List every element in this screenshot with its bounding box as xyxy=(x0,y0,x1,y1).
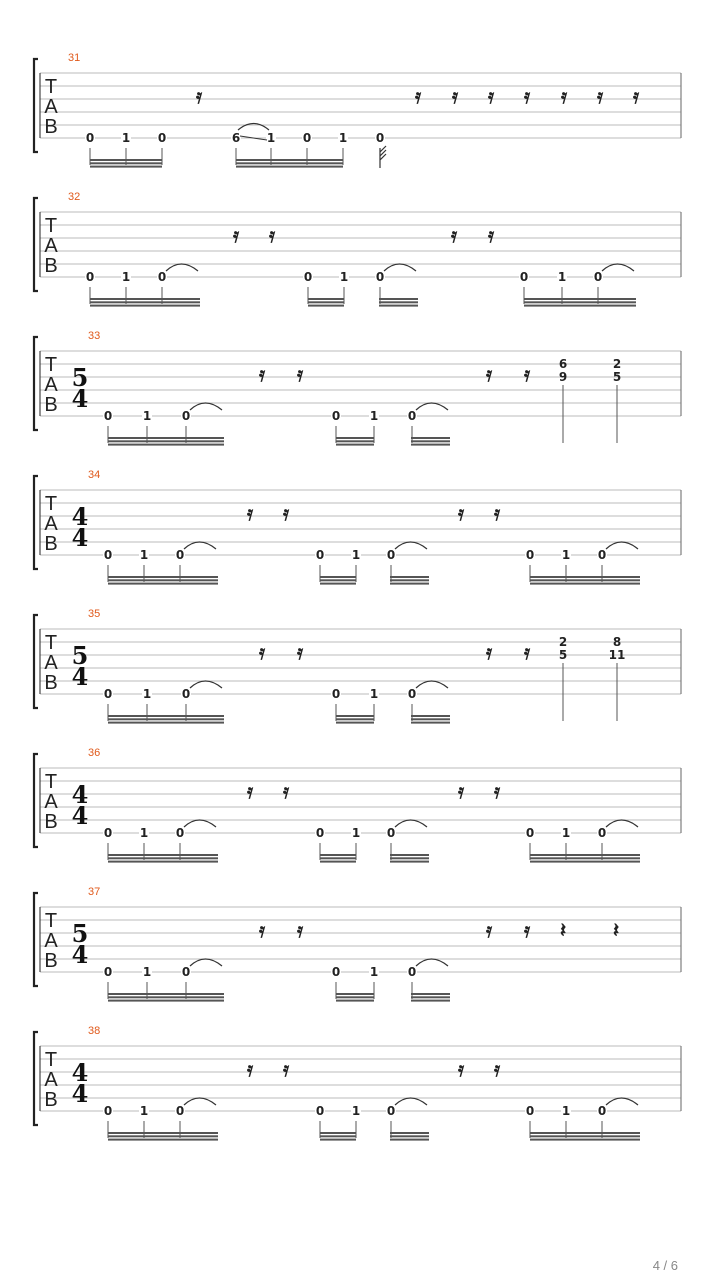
tab-clef-letter: T xyxy=(44,771,58,793)
beam xyxy=(390,576,429,578)
sixteenth-rest: 𝄿 xyxy=(414,84,422,108)
fret-number: 0 xyxy=(157,131,167,145)
beam xyxy=(108,1000,224,1002)
fret-number: 0 xyxy=(525,548,535,562)
beam xyxy=(90,298,200,300)
measure-number: 31 xyxy=(68,52,81,64)
beam xyxy=(390,1135,429,1137)
beam xyxy=(320,1132,356,1134)
time-signature-bottom: 4 xyxy=(71,662,89,691)
beam xyxy=(336,444,374,446)
beam xyxy=(108,1132,218,1134)
system-bracket xyxy=(34,754,38,847)
quarter-rest: 𝄽 xyxy=(612,918,620,942)
fret-number: 1 xyxy=(369,409,379,423)
beam xyxy=(320,861,356,863)
fret-number: 1 xyxy=(351,826,361,840)
fret-number: 0 xyxy=(525,826,535,840)
quarter-rest: 𝄽 xyxy=(559,918,567,942)
tie xyxy=(416,959,448,966)
beam xyxy=(390,1139,429,1141)
fret-number: 1 xyxy=(351,548,361,562)
time-signature-bottom: 4 xyxy=(71,940,89,969)
sixteenth-rest: 𝄿 xyxy=(258,918,266,942)
tab-clef-letter: B xyxy=(44,533,58,555)
sixteenth-rest: 𝄿 xyxy=(451,84,459,108)
tab-clef-letter: A xyxy=(44,1069,58,1091)
beam xyxy=(236,162,343,164)
fret-number: 0 xyxy=(315,1104,325,1118)
chord-fret-bottom: 5 xyxy=(558,648,568,662)
beam xyxy=(336,440,374,442)
fret-number: 0 xyxy=(597,1104,607,1118)
beam xyxy=(90,162,162,164)
tie xyxy=(416,403,448,410)
beam xyxy=(108,996,224,998)
beam xyxy=(320,1135,356,1137)
tab-clef-letter: A xyxy=(44,930,58,952)
fret-number: 1 xyxy=(351,1104,361,1118)
beam xyxy=(320,854,356,856)
tab-clef-letter: B xyxy=(44,394,58,416)
measure-number: 38 xyxy=(88,1025,101,1037)
beam xyxy=(411,444,450,446)
beam xyxy=(108,579,218,581)
beam xyxy=(108,861,218,863)
tab-clef-letter: A xyxy=(44,235,58,257)
fret-number: 0 xyxy=(103,548,113,562)
measure-number: 36 xyxy=(88,747,101,759)
sixteenth-rest: 𝄿 xyxy=(450,223,458,247)
tab-clef-letter: B xyxy=(44,255,58,277)
beam xyxy=(336,437,374,439)
sixteenth-rest: 𝄿 xyxy=(282,1057,290,1081)
beam xyxy=(108,993,224,995)
beam xyxy=(90,166,162,168)
beam xyxy=(530,1132,640,1134)
beam xyxy=(336,722,374,724)
chord-fret-bottom: 5 xyxy=(612,370,622,384)
fret-number: 0 xyxy=(519,270,529,284)
sixteenth-rest: 𝄿 xyxy=(246,1057,254,1081)
beam xyxy=(524,305,636,307)
fret-number: 0 xyxy=(103,409,113,423)
tab-clef-letter: T xyxy=(44,76,58,98)
beam xyxy=(108,437,224,439)
tie xyxy=(166,264,198,271)
time-signature-top: 5 xyxy=(71,641,89,670)
beam xyxy=(379,298,418,300)
beam xyxy=(108,1135,218,1137)
sixteenth-rest: 𝄿 xyxy=(523,84,531,108)
sixteenth-rest: 𝄿 xyxy=(596,84,604,108)
beam xyxy=(524,298,636,300)
tab-clef-letter: A xyxy=(44,96,58,118)
fret-number: 0 xyxy=(331,687,341,701)
time-signature-bottom: 4 xyxy=(71,801,89,830)
fret-number: 0 xyxy=(302,131,312,145)
fret-number: 1 xyxy=(338,131,348,145)
tie xyxy=(395,1098,427,1105)
sixteenth-rest: 𝄿 xyxy=(296,640,304,664)
tab-clef-letter: B xyxy=(44,811,58,833)
time-signature-top: 4 xyxy=(71,502,89,531)
tab-clef-letter: B xyxy=(44,116,58,138)
tab-clef-letter: A xyxy=(44,791,58,813)
beam xyxy=(411,722,450,724)
fret-number: 0 xyxy=(315,826,325,840)
chord-fret-top: 6 xyxy=(558,357,568,371)
beam xyxy=(411,440,450,442)
sixteenth-rest: 𝄿 xyxy=(485,918,493,942)
sixteenth-rest: 𝄿 xyxy=(258,640,266,664)
tie xyxy=(395,820,427,827)
fret-number: 1 xyxy=(121,131,131,145)
beam xyxy=(320,583,356,585)
tab-clef-letter: T xyxy=(44,215,58,237)
beam xyxy=(390,854,429,856)
beam xyxy=(411,715,450,717)
beam xyxy=(530,854,640,856)
beam xyxy=(320,579,356,581)
fret-number: 1 xyxy=(142,965,152,979)
sixteenth-rest: 𝄿 xyxy=(493,501,501,525)
beam xyxy=(308,301,344,303)
beam xyxy=(320,857,356,859)
beam xyxy=(108,444,224,446)
beam xyxy=(530,579,640,581)
tab-clef-letter: B xyxy=(44,1089,58,1111)
beam xyxy=(390,1132,429,1134)
tie xyxy=(602,264,634,271)
beam xyxy=(530,583,640,585)
fret-number: 6 xyxy=(231,131,241,145)
fret-number: 1 xyxy=(561,1104,571,1118)
beam xyxy=(336,715,374,717)
beam xyxy=(336,1000,374,1002)
fret-number: 0 xyxy=(407,687,417,701)
fret-number: 0 xyxy=(85,270,95,284)
measure-number: 37 xyxy=(88,886,101,898)
beam xyxy=(390,861,429,863)
page-number: 4 / 6 xyxy=(652,1258,678,1273)
tie xyxy=(416,681,448,688)
fret-number: 0 xyxy=(407,409,417,423)
fret-number: 0 xyxy=(103,965,113,979)
sixteenth-rest: 𝄿 xyxy=(523,640,531,664)
slur xyxy=(238,124,269,131)
system-bracket xyxy=(34,198,38,291)
beam xyxy=(411,996,450,998)
beam xyxy=(390,579,429,581)
beam xyxy=(308,298,344,300)
fret-number: 0 xyxy=(315,548,325,562)
fret-number: 0 xyxy=(593,270,603,284)
beam xyxy=(530,861,640,863)
measure-number: 33 xyxy=(88,330,101,342)
beam xyxy=(390,583,429,585)
sixteenth-rest: 𝄿 xyxy=(457,779,465,803)
fret-number: 1 xyxy=(266,131,276,145)
beam xyxy=(530,1135,640,1137)
beam xyxy=(108,854,218,856)
sixteenth-rest: 𝄿 xyxy=(246,501,254,525)
beam xyxy=(308,305,344,307)
fret-number: 1 xyxy=(557,270,567,284)
tab-clef-letter: A xyxy=(44,652,58,674)
tie xyxy=(190,403,222,410)
fret-number: 0 xyxy=(331,965,341,979)
fret-number: 1 xyxy=(561,826,571,840)
sixteenth-rest: 𝄿 xyxy=(560,84,568,108)
beam xyxy=(530,1139,640,1141)
beam xyxy=(524,301,636,303)
tab-clef-letter: A xyxy=(44,374,58,396)
fret-number: 0 xyxy=(303,270,313,284)
sixteenth-rest: 𝄿 xyxy=(457,501,465,525)
fret-number: 1 xyxy=(369,687,379,701)
sixteenth-rest: 𝄿 xyxy=(485,362,493,386)
beam xyxy=(320,576,356,578)
sixteenth-rest: 𝄿 xyxy=(487,223,495,247)
tab-clef-letter: T xyxy=(44,632,58,654)
sixteenth-rest: 𝄿 xyxy=(485,640,493,664)
beam xyxy=(530,576,640,578)
beam xyxy=(108,718,224,720)
tab-clef-letter: B xyxy=(44,672,58,694)
tie xyxy=(606,1098,638,1105)
measure-number: 35 xyxy=(88,608,101,620)
time-signature-bottom: 4 xyxy=(71,384,89,413)
beam xyxy=(90,305,200,307)
fret-number: 0 xyxy=(375,131,385,145)
sixteenth-rest: 𝄿 xyxy=(632,84,640,108)
fret-number: 0 xyxy=(181,965,191,979)
chord-fret-bottom: 11 xyxy=(608,648,626,662)
fret-number: 0 xyxy=(597,548,607,562)
sixteenth-rest: 𝄿 xyxy=(296,362,304,386)
fret-number: 0 xyxy=(386,548,396,562)
sixteenth-rest: 𝄿 xyxy=(493,1057,501,1081)
chord-fret-top: 2 xyxy=(558,635,568,649)
fret-number: 0 xyxy=(407,965,417,979)
beam xyxy=(108,1139,218,1141)
tab-clef-letter: T xyxy=(44,910,58,932)
tie xyxy=(395,542,427,549)
beam xyxy=(379,305,418,307)
sixteenth-rest: 𝄿 xyxy=(487,84,495,108)
system-bracket xyxy=(34,337,38,430)
note-flag xyxy=(380,146,386,168)
fret-number: 0 xyxy=(386,826,396,840)
fret-number: 0 xyxy=(386,1104,396,1118)
fret-number: 0 xyxy=(375,270,385,284)
time-signature-top: 4 xyxy=(71,1058,89,1087)
time-signature-top: 5 xyxy=(71,919,89,948)
beam xyxy=(236,159,343,161)
time-signature-bottom: 4 xyxy=(71,523,89,552)
fret-number: 0 xyxy=(103,826,113,840)
measure-number: 32 xyxy=(68,191,81,203)
chord-fret-bottom: 9 xyxy=(558,370,568,384)
fret-number: 0 xyxy=(103,687,113,701)
tie xyxy=(184,542,216,549)
system-bracket xyxy=(34,59,38,152)
fret-number: 1 xyxy=(369,965,379,979)
fret-number: 0 xyxy=(181,687,191,701)
tie xyxy=(606,542,638,549)
time-signature-top: 5 xyxy=(71,363,89,392)
beam xyxy=(530,857,640,859)
fret-number: 0 xyxy=(85,131,95,145)
fret-number: 1 xyxy=(339,270,349,284)
tie xyxy=(184,1098,216,1105)
fret-number: 0 xyxy=(175,826,185,840)
fret-number: 0 xyxy=(597,826,607,840)
system-bracket xyxy=(34,1032,38,1125)
fret-number: 1 xyxy=(561,548,571,562)
sixteenth-rest: 𝄿 xyxy=(282,779,290,803)
tab-clef-letter: A xyxy=(44,513,58,535)
sixteenth-rest: 𝄿 xyxy=(523,362,531,386)
sixteenth-rest: 𝄿 xyxy=(258,362,266,386)
fret-number: 1 xyxy=(121,270,131,284)
sixteenth-rest: 𝄿 xyxy=(246,779,254,803)
beam xyxy=(108,857,218,859)
beam xyxy=(108,440,224,442)
tab-clef-letter: T xyxy=(44,1049,58,1071)
beam xyxy=(411,718,450,720)
fret-number: 1 xyxy=(142,409,152,423)
beam xyxy=(90,301,200,303)
tab-clef-letter: T xyxy=(44,493,58,515)
fret-number: 0 xyxy=(175,548,185,562)
tab-clef-letter: T xyxy=(44,354,58,376)
beam xyxy=(90,159,162,161)
beam xyxy=(108,576,218,578)
time-signature-top: 4 xyxy=(71,780,89,809)
time-signature-bottom: 4 xyxy=(71,1079,89,1108)
sixteenth-rest: 𝄿 xyxy=(493,779,501,803)
system-bracket xyxy=(34,476,38,569)
tab-clef-letter: B xyxy=(44,950,58,972)
fret-number: 0 xyxy=(331,409,341,423)
system-bracket xyxy=(34,893,38,986)
tie xyxy=(184,820,216,827)
sixteenth-rest: 𝄿 xyxy=(523,918,531,942)
fret-number: 0 xyxy=(157,270,167,284)
beam xyxy=(411,437,450,439)
system-bracket xyxy=(34,615,38,708)
sixteenth-rest: 𝄿 xyxy=(195,84,203,108)
chord-fret-top: 2 xyxy=(612,357,622,371)
sixteenth-rest: 𝄿 xyxy=(296,918,304,942)
beam xyxy=(236,166,343,168)
beam xyxy=(336,996,374,998)
fret-number: 0 xyxy=(103,1104,113,1118)
sixteenth-rest: 𝄿 xyxy=(282,501,290,525)
beam xyxy=(411,1000,450,1002)
fret-number: 0 xyxy=(175,1104,185,1118)
tie xyxy=(384,264,416,271)
beam xyxy=(390,857,429,859)
beam xyxy=(320,1139,356,1141)
fret-number: 1 xyxy=(139,1104,149,1118)
beam xyxy=(108,722,224,724)
fret-number: 0 xyxy=(525,1104,535,1118)
tie xyxy=(606,820,638,827)
beam xyxy=(336,993,374,995)
fret-number: 1 xyxy=(139,548,149,562)
fret-number: 0 xyxy=(181,409,191,423)
fret-number: 1 xyxy=(142,687,152,701)
beam xyxy=(108,583,218,585)
beam xyxy=(411,993,450,995)
sixteenth-rest: 𝄿 xyxy=(268,223,276,247)
sixteenth-rest: 𝄿 xyxy=(457,1057,465,1081)
tie xyxy=(190,681,222,688)
sixteenth-rest: 𝄿 xyxy=(232,223,240,247)
beam xyxy=(108,715,224,717)
measure-number: 34 xyxy=(88,469,101,481)
fret-number: 1 xyxy=(139,826,149,840)
beam xyxy=(379,301,418,303)
beam xyxy=(336,718,374,720)
tie xyxy=(190,959,222,966)
chord-fret-top: 8 xyxy=(612,635,622,649)
